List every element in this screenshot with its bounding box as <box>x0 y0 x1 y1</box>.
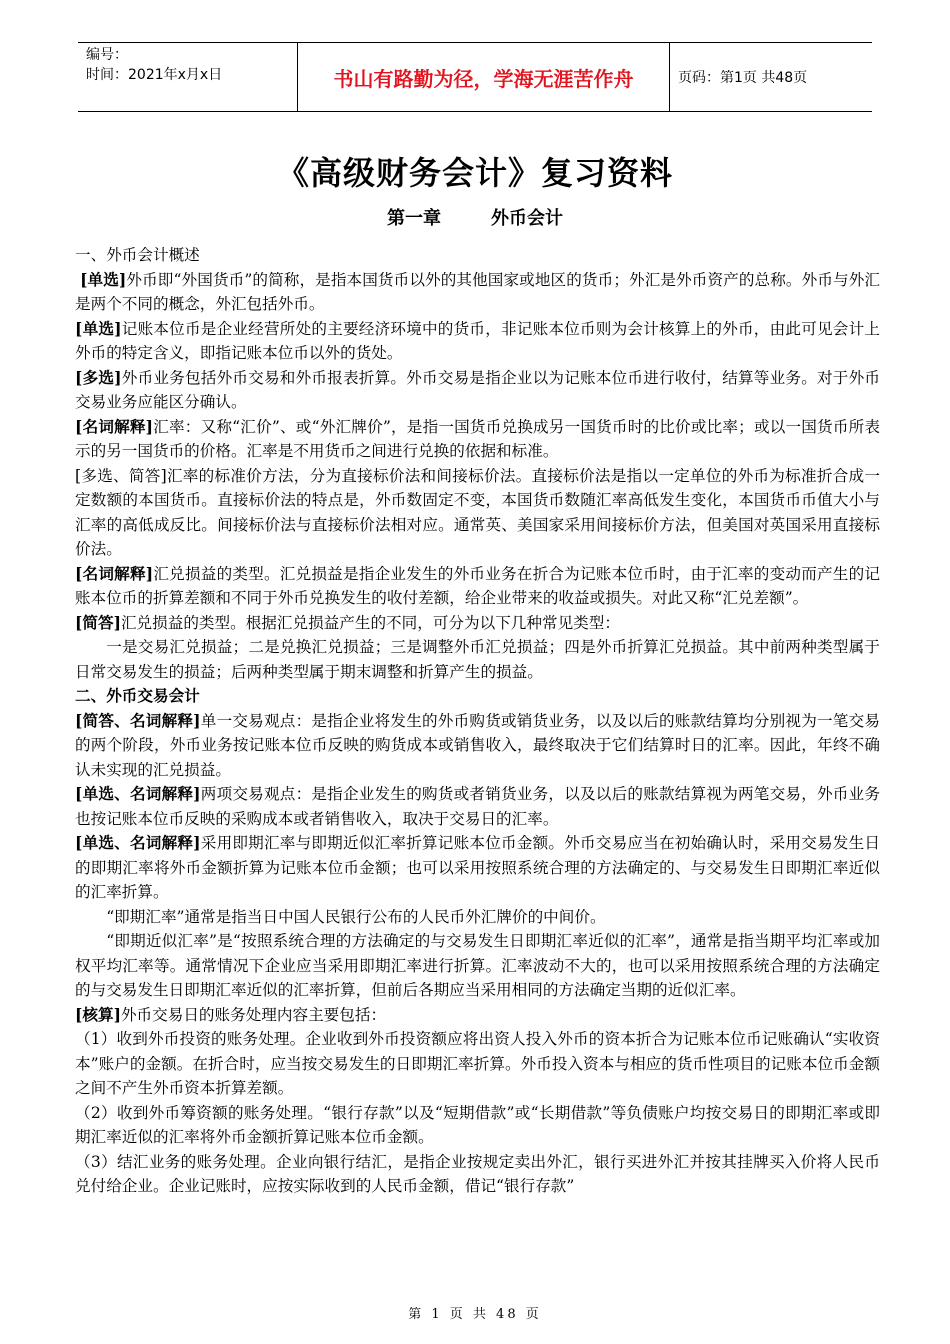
document-title: 《高级财务会计》复习资料 <box>276 154 673 192</box>
section-heading: 一、外币会计概述 <box>75 246 200 264</box>
time-label: 时间：2021年x月x日 <box>86 67 223 83</box>
question-tag: [简答、名词解释] <box>75 710 201 730</box>
paragraph <box>75 611 880 636</box>
paragraph: [多选、简答]汇率的标准价方法，分为直接标价法和间接标价法。直接标价法是指以一定单位的外币为标准折合成一定数额的本国货币。直接标价法的特点是，外币数固定不变，本国货币数随汇率高低发生变化，本国货币币值大小与汇率的高低成反比。间接标价法与直接标价法相对应。通常英、美国家采用间接标价方法，但美国对英国采用直接标价法。 <box>75 466 880 558</box>
section-heading: 二、外币交易会计 <box>75 687 200 705</box>
paragraph <box>75 562 880 611</box>
paragraph-text: 汇兑损益的类型。根据汇兑损益产生的不同，可分为以下几种常见类型： <box>120 613 620 632</box>
chapter-heading <box>0 204 950 230</box>
header-motto: 书山有路勤为径，学海无涯苦作舟 <box>298 43 670 111</box>
paragraph <box>75 831 880 905</box>
paragraph <box>75 268 880 317</box>
question-tag: [单选、名词解释] <box>75 833 201 852</box>
paragraph: （2）收到外币筹资额的账务处理。“银行存款”以及“短期借款”或“长期借款”等负债账户均按交易日的即期汇率或即期汇率近似的汇率将外币金额折算记账本位币金额。 <box>75 1103 880 1146</box>
paragraph: 一是交易汇兑损益；二是兑换汇兑损益；三是调整外币汇兑损益；四是外币折算汇兑损益。其中前两种类型属于日常交易发生的损益；后两种类型属于期末调整和折算产生的损益。 <box>75 638 880 681</box>
question-tag: [名词解释] <box>75 416 154 436</box>
document-body <box>75 243 880 1199</box>
paragraph <box>75 782 880 831</box>
question-tag: [名词解释] <box>75 563 154 583</box>
paragraph-text: 两项交易观点：是指企业发生的购货或者销货业务，以及以后的账款结算视为两笔交易，外币业务也按记账本位币反映的采购成本或者销售收入，取决于交易日的汇率。 <box>75 785 880 828</box>
paragraph: （1）收到外币投资的账务处理。企业收到外币投资额应将出资人投入外币的资本折合为记账本位币记账确认“实收资本”账户的金额。在折合时，应当按交易发生的日即期汇率折算。外币投入资本与相应的货币性项目的记账本位币金额之间不产生外币资本折算差额。 <box>75 1030 880 1097</box>
header-page-info: 页码：第1页 共48页 <box>678 70 808 86</box>
paragraph-text: 单一交易观点：是指企业将发生的外币购货或销货业务，以及以后的账款结算均分别视为一笔交易的两个阶段，外币业务按记账本位币反映的购货成本或销售收入，最终取决于它们结算时日的汇率。因此，年终不确认未实现的汇兑损益。 <box>75 711 880 779</box>
paragraph <box>75 366 880 415</box>
number-label: 编号： <box>86 47 128 63</box>
question-tag: [单选、名词解释] <box>75 784 201 803</box>
paragraph <box>75 1003 880 1028</box>
paragraph-text: 外币业务包括外币交易和外币报表折算。外币交易是指企业以为记账本位币进行收付，结算等业务。对于外币交易业务应能区分确认。 <box>75 368 880 411</box>
paragraph <box>75 317 880 366</box>
chapter-name: 外币会计 <box>491 208 563 229</box>
paragraph-text: 外币交易日的账务处理内容主要包括： <box>120 1005 387 1024</box>
chapter-number: 第一章 <box>387 208 441 229</box>
question-tag: [核算] <box>75 1004 121 1024</box>
question-tag: [简答] <box>75 612 121 632</box>
paragraph: “即期近似汇率”是“按照系统合理的方法确定的与交易发生日即期汇率近似的汇率”，通常是指当期平均汇率或加权平均汇率等。通常情况下企业应当采用即期汇率进行折算。汇率波动不大的，也可以采用按照系统合理的方法确定的与交易发生日即期汇率近似的汇率折算，但前后各期应当采用相同的方法确定当期的近似汇率。 <box>75 932 880 999</box>
paragraph <box>75 415 880 464</box>
question-tag: [单选] <box>80 269 127 289</box>
paragraph-text: 汇率：又称“汇价”、或“外汇牌价”，是指一国货币兑换成另一国货币时的比价或比率；或以一国货币所表示的另一国货币的价格。汇率是不用货币之间进行兑换的依据和标准。 <box>75 417 880 460</box>
document-header <box>78 42 872 112</box>
paragraph-text: 外币即“外国货币”的简称，是指本国货币以外的其他国家或地区的货币；外汇是外币资产的总称。外币与外汇是两个不同的概念，外汇包括外币。 <box>75 270 880 313</box>
question-tag: [单选] <box>75 318 122 338</box>
paragraph-text: 采用即期汇率与即期近似汇率折算记账本位币金额。外币交易应当在初始确认时，采用交易发生日的即期汇率将外币金额折算为记账本位币金额；也可以采用按照系统合理的方法确定的、与交易发生日即期汇率近似的汇率折算。 <box>75 834 880 901</box>
page-footer: 第 1 页 共 48 页 <box>408 1307 542 1322</box>
paragraph-text: 汇兑损益的类型。汇兑损益是指企业发生的外币业务在折合为记账本位币时，由于汇率的变动而产生的记账本位币的折算差额和不同于外币兑换发生的收付差额，给企业带来的收益或损失。对此又称“汇兑差额”。 <box>75 564 880 607</box>
paragraph-text: 记账本位币是企业经营所处的主要经济环境中的货币，非记账本位币则为会计核算上的外币，由此可见会计上外币的特定含义，即指记账本位币以外的货处。 <box>75 319 880 362</box>
question-tag: [多选] <box>75 367 122 387</box>
paragraph: （3）结汇业务的账务处理。企业向银行结汇，是指企业按规定卖出外汇，银行买进外汇并按其挂牌买入价将人民币兑付给企业。企业记账时，应按实际收到的人民币金额，借记“银行存款” <box>75 1152 880 1195</box>
paragraph <box>75 709 880 783</box>
header-meta-cell <box>78 43 298 111</box>
paragraph: “即期汇率”通常是指当日中国人民银行公布的人民币外汇牌价的中间价。 <box>106 907 606 926</box>
